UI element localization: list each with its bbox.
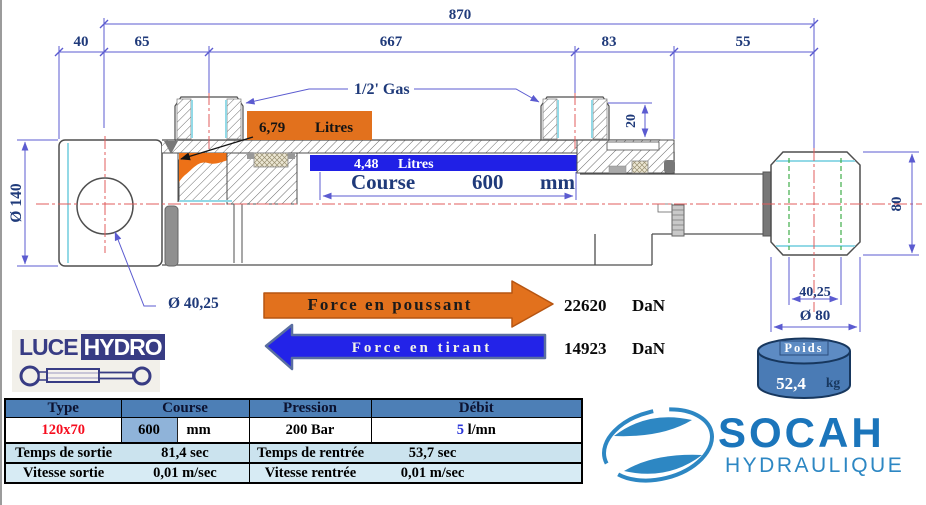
type-value: 120x70 [5,418,121,444]
piston-skirt-lines [234,204,242,263]
force-pull-unit: DaN [632,339,666,358]
dim-eye-height: 80 [889,196,905,212]
header-debit: Débit [371,399,582,418]
dim-tick-slashes [55,20,818,56]
speed-out-value: 0,01 m/sec [153,464,217,481]
dim-eye-od: Ø 80 [799,308,831,324]
speed-in-cell [249,463,582,483]
bottom-port-boss [165,206,178,266]
force-push-arrow [264,281,666,327]
time-in-value: 53,7 sec [408,444,457,461]
socah-name: SOCAH [718,409,885,456]
time-out-value: 81,4 sec [161,444,209,461]
dim-rear-eye: Ø 40,25 [168,295,219,312]
dim-65: 65 [134,34,150,50]
weight-badge [758,339,850,399]
time-in-cell [249,443,582,463]
pull-volume-value: 4,48 [354,157,379,172]
head-step-notch [607,142,659,150]
time-out-cell [5,443,249,463]
header-type: Type [5,399,121,418]
head-seal [632,161,648,173]
push-volume-unit: Litres [315,120,354,136]
oil-pull-volume-band [310,155,577,171]
gas-leader-right [414,89,539,102]
push-volume-value: 6,79 [259,120,286,136]
force-pull-arrow [266,325,666,369]
lucehydro-cylinder-art [18,363,154,388]
debit-value: 5 [456,421,464,438]
lucehydro-wordmark-hydro: HYDRO [81,334,165,360]
specs-values-row [5,418,582,444]
weight-unit: kg [825,375,841,390]
speed-in-label: Vitesse rentrée [264,464,357,481]
cylinder-body [59,97,860,266]
force-pull-value: 14923 [564,339,607,358]
force-push-value: 22620 [564,296,607,315]
time-row [5,443,582,463]
lucehydro-wordmark-luce: LUCE [19,334,78,360]
grease-nipple-base [658,204,672,212]
force-push-unit: DaN [632,296,666,315]
pression-value: 200 Bar [249,418,371,444]
dim-bore: Ø 140 [8,183,25,223]
dim-55: 55 [735,34,751,50]
speed-out-label: Vitesse sortie [23,464,105,481]
force-push-label: Force en poussant [307,295,473,314]
course-label: Course [351,170,416,194]
header-pression: Pression [249,399,371,418]
piston-seal-tab-right [288,153,295,159]
head-wiper-tab [609,166,626,173]
socah-subtitle: HYDRAULIQUE [725,454,905,477]
lucehydro-wordmark [12,330,160,360]
tube-bottom-outline [162,204,652,265]
debit-cell [371,418,582,444]
dim-port-height: 20 [624,114,639,128]
dim-eye-pin: 40,25 [799,285,831,300]
weight-label: Poids [784,341,824,355]
dim-83: 83 [601,34,617,50]
course-cell [121,418,249,444]
piston-seal [254,153,288,167]
head-oring [664,160,675,173]
time-in-label: Temps de rentrée [256,444,365,461]
header-course: Course [121,399,249,418]
course-value: 600 [472,170,504,194]
dim-667: 667 [379,34,403,50]
socah-logo [596,399,904,492]
time-out-label: Temps de sortie [15,444,113,461]
dim-40: 40 [73,34,89,50]
speed-out-cell [5,463,249,483]
pull-volume-unit: Litres [398,157,434,172]
port-size-label: 1/2' Gas [354,81,410,98]
piston-seal-tab-left [247,153,254,159]
specs-table [4,398,583,484]
specs-header-row [5,399,582,418]
course-unit: mm [186,421,211,438]
speed-row [5,463,582,483]
course-value-cell: 600 [122,418,178,442]
dim-overall: 870 [448,7,472,23]
course-unit: mm [540,170,575,194]
force-pull-label: Force en tirant [351,340,493,356]
gas-leader-left [246,89,348,103]
speed-in-value: 0,01 m/sec [400,464,465,481]
weight-value: 52,4 [776,374,806,393]
lucehydro-logo [12,330,160,392]
debit-unit: l/mn [467,421,496,438]
socah-logo-mark [596,399,719,492]
